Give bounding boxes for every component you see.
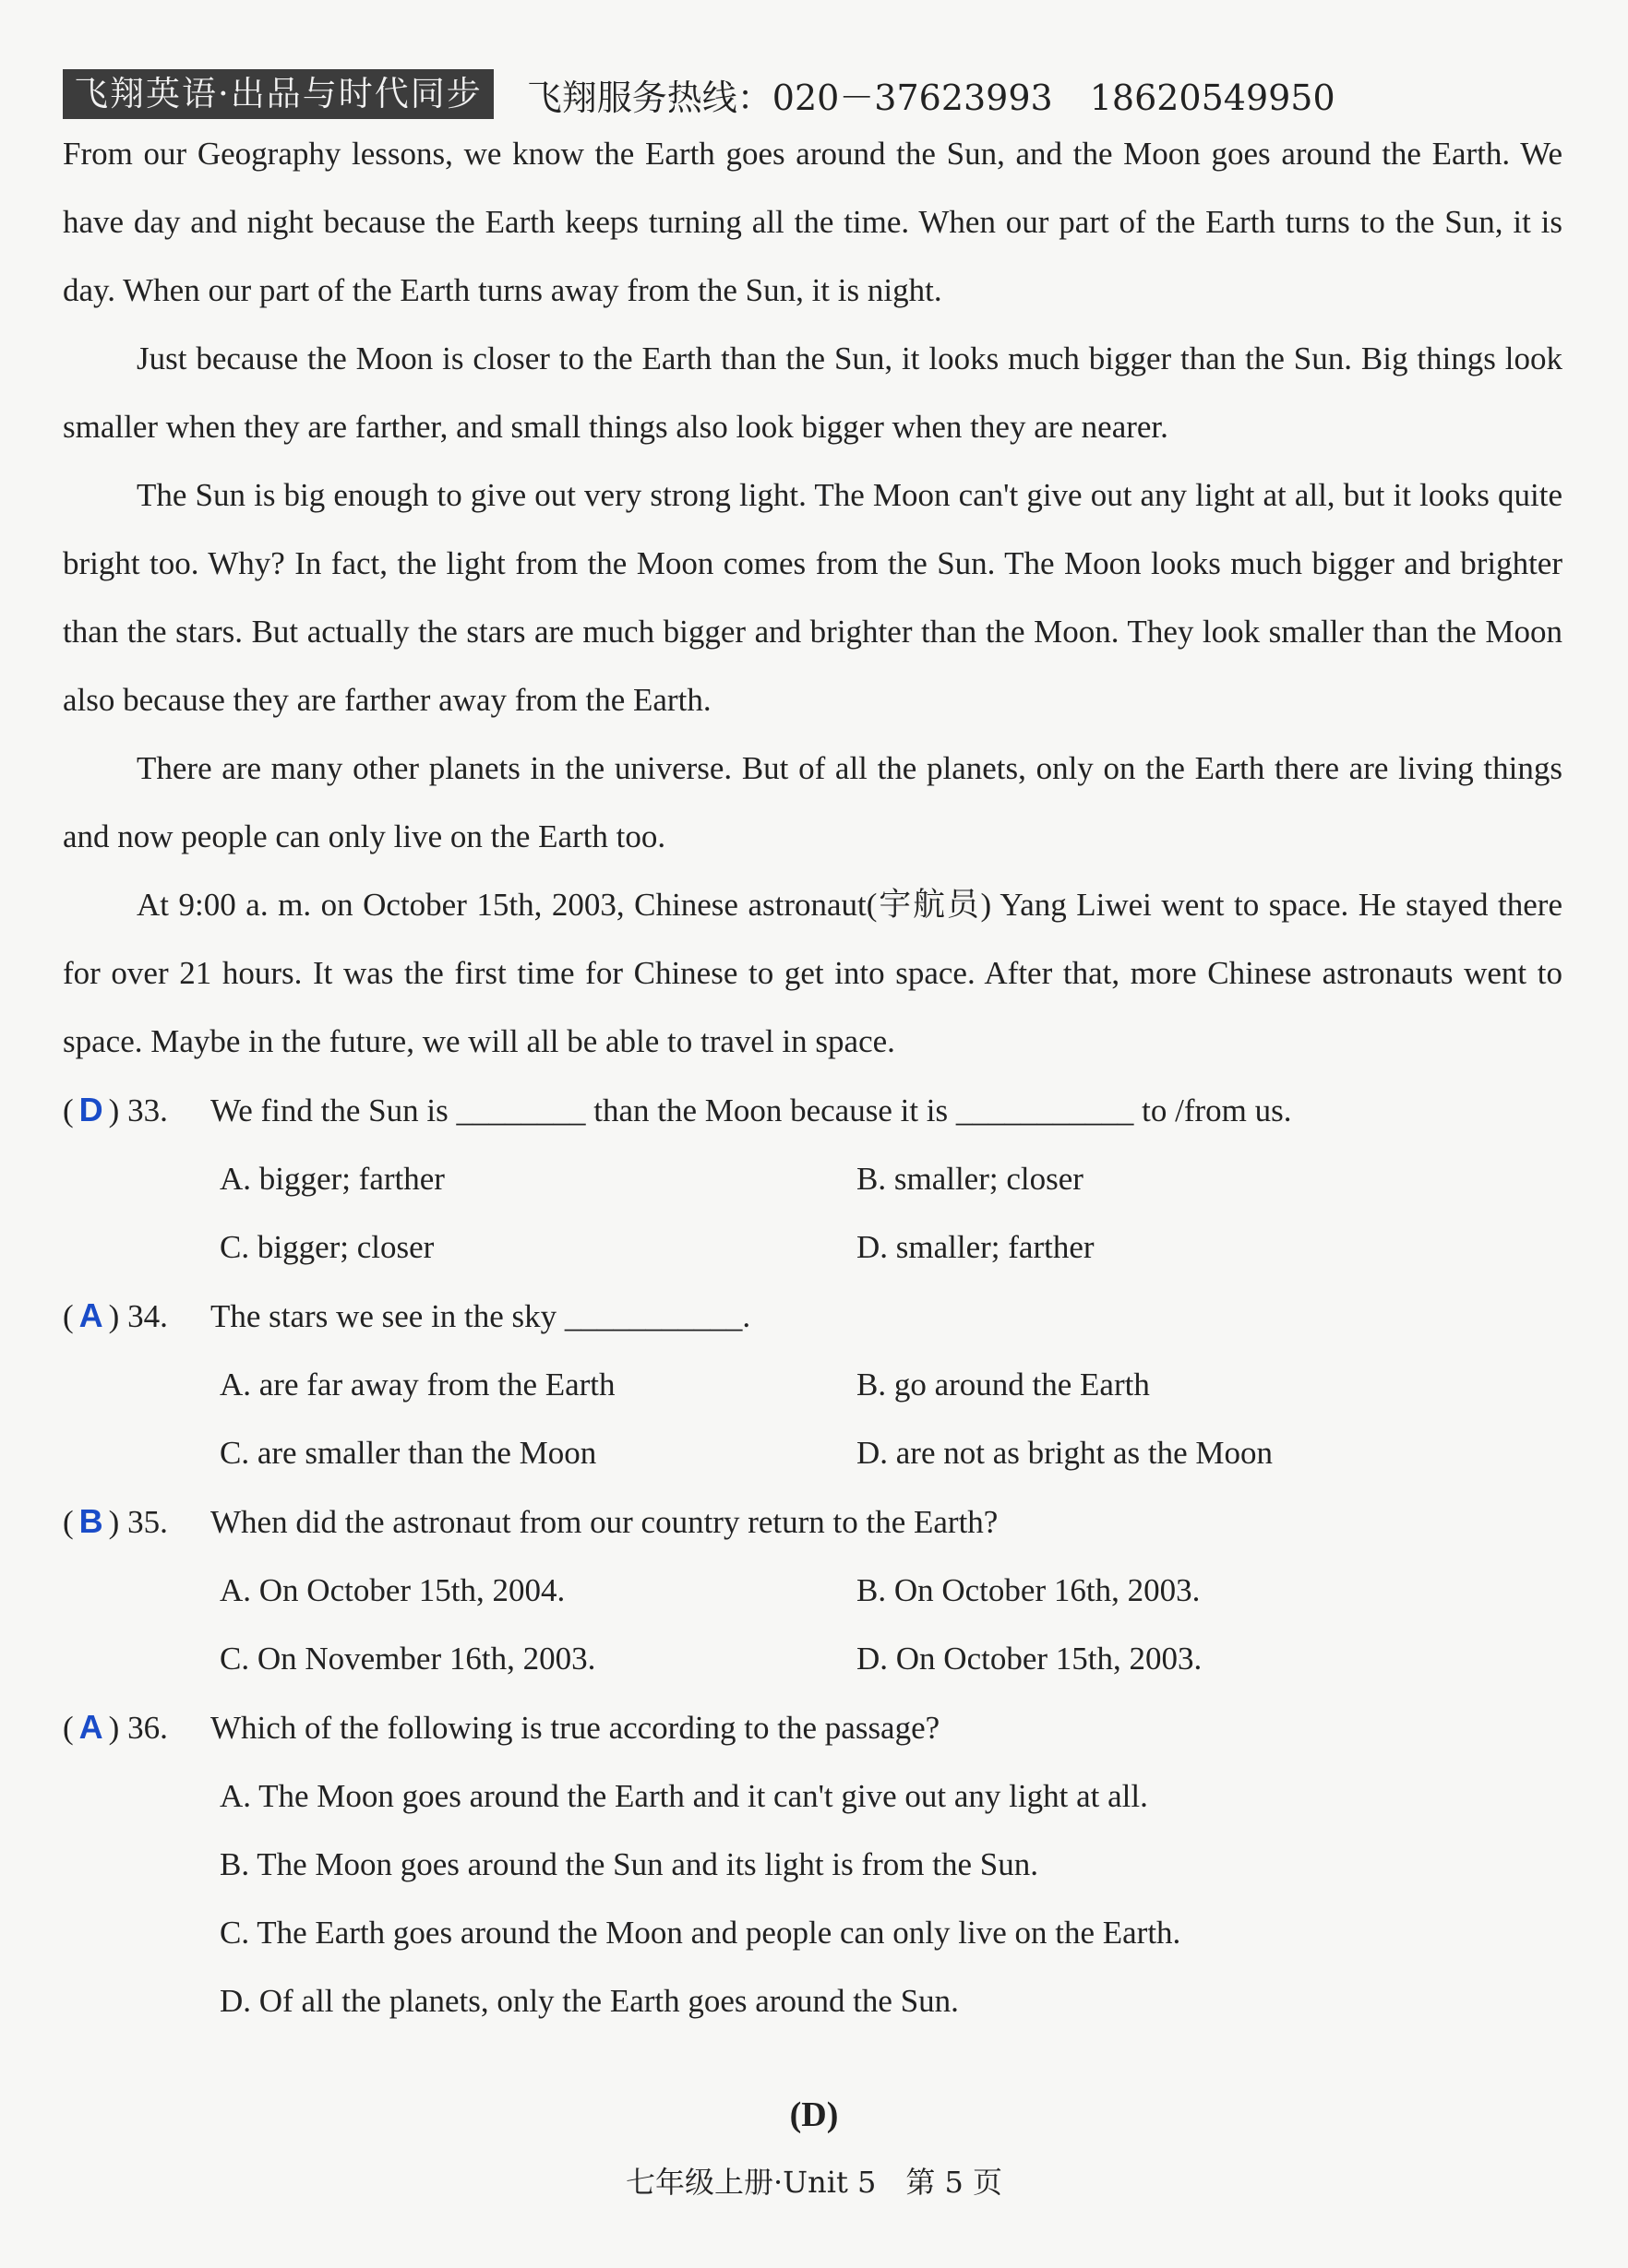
question-text: Which of the following is true according to the passage? — [210, 1710, 940, 1746]
question-number: 36. — [127, 1710, 168, 1746]
option-b: B. go around the Earth — [856, 1367, 1150, 1403]
option-d: D. smaller; farther — [856, 1229, 1095, 1265]
option-d: D. are not as bright as the Moon — [856, 1435, 1274, 1471]
answer-letter: A — [78, 1708, 103, 1746]
section-label: (D) — [789, 2095, 839, 2134]
hotline-phone-2: 18620549950 — [1089, 77, 1335, 118]
question-text: When did the astronaut from our country return to the Earth? — [210, 1504, 999, 1540]
option-d: D. Of all the planets, only the Earth goes around the Sun. — [220, 1983, 959, 2019]
option-a: A. On October 15th, 2004. — [220, 1572, 566, 1608]
options-row — [63, 1557, 1562, 1625]
hotline — [527, 69, 1372, 120]
options-row — [63, 1351, 1562, 1419]
options-row — [63, 1213, 1562, 1282]
options-row — [63, 1145, 1562, 1213]
question-34 — [63, 1282, 1562, 1351]
question-text: The stars we see in the sky ___________. — [210, 1298, 751, 1334]
option-b: B. smaller; closer — [856, 1161, 1083, 1197]
page-number: 七年级上册·Unit 5 第 5 页 — [625, 2165, 1003, 2200]
passage-paragraph: Just because the Moon is closer to the Earth than the Sun, it looks much bigger than the Sun. Big things look smaller when they are farther, and small things also look bigger when they are nearer. — [63, 340, 1562, 445]
question-number: 33. — [127, 1092, 168, 1128]
answer-bracket: ( D ) 33. — [63, 1091, 168, 1128]
question-35 — [63, 1487, 1562, 1557]
passage-paragraph: From our Geography lessons, we know the Earth goes around the Sun, and the Moon goes around the Earth. We have day and night because the Earth keeps turning all the time. When our part of the Earth turns to the Sun, it is day. When our part of the Earth turns away from the Sun, it is night. — [63, 136, 1562, 308]
reading-content — [63, 120, 1562, 2035]
option-c: C. On November 16th, 2003. — [220, 1641, 596, 1677]
options-row — [63, 1419, 1562, 1487]
option-a: A. are far away from the Earth — [220, 1367, 616, 1403]
answer-bracket: ( B ) 35. — [63, 1502, 168, 1540]
answer-letter: B — [78, 1502, 103, 1540]
question-36 — [63, 1693, 1562, 1762]
question-text: We find the Sun is ________ than the Moon because it is ___________ to /from us. — [210, 1092, 1292, 1128]
option-c: C. bigger; closer — [220, 1229, 435, 1265]
question-number: 35. — [127, 1504, 168, 1540]
options-row — [63, 1625, 1562, 1693]
page-header — [63, 68, 1372, 120]
answer-letter: A — [78, 1296, 103, 1334]
answer-letter: D — [78, 1091, 103, 1128]
option-c: C. are smaller than the Moon — [220, 1435, 597, 1471]
brand-label: 飞翔英语·出品与时代同步 — [63, 69, 494, 119]
passage-paragraph: There are many other planets in the universe. But of all the planets, only on the Earth there are living things and now people can only live on the Earth too. — [63, 750, 1562, 854]
option-c: C. The Earth goes around the Moon and people can only live on the Earth. — [220, 1915, 1181, 1951]
option-a: A. The Moon goes around the Earth and it can't give out any light at all. — [220, 1778, 1148, 1814]
question-number: 34. — [127, 1298, 168, 1334]
option-d: D. On October 15th, 2003. — [856, 1641, 1203, 1677]
option-b: B. On October 16th, 2003. — [856, 1572, 1201, 1608]
answer-bracket: ( A ) 36. — [63, 1708, 168, 1746]
answer-bracket: ( A ) 34. — [63, 1296, 168, 1334]
option-a: A. bigger; farther — [220, 1161, 445, 1197]
passage-paragraph: At 9:00 a. m. on October 15th, 2003, Chinese astronaut(宇航员) Yang Liwei went to space. He stayed there for over 21 hours. It was the first time for Chinese to get into space. After that, more Chinese astronauts went to space. Maybe in the future, we will all be able to travel in space. — [63, 887, 1562, 1059]
passage-paragraph: The Sun is big enough to give out very strong light. The Moon can't give out any light at all, but it looks quite bright too. Why? In fact, the light from the Moon comes from the Sun. The Moon looks much bigger and brighter than the stars. But actually the stars are much bigger and brighter than the Moon. They look smaller than the Moon also because they are farther away from the Earth. — [63, 477, 1562, 718]
option-b: B. The Moon goes around the Sun and its light is from the Sun. — [220, 1846, 1038, 1882]
hotline-label: 飞翔服务热线：020－37623993 — [526, 77, 1053, 118]
question-33 — [63, 1076, 1562, 1145]
